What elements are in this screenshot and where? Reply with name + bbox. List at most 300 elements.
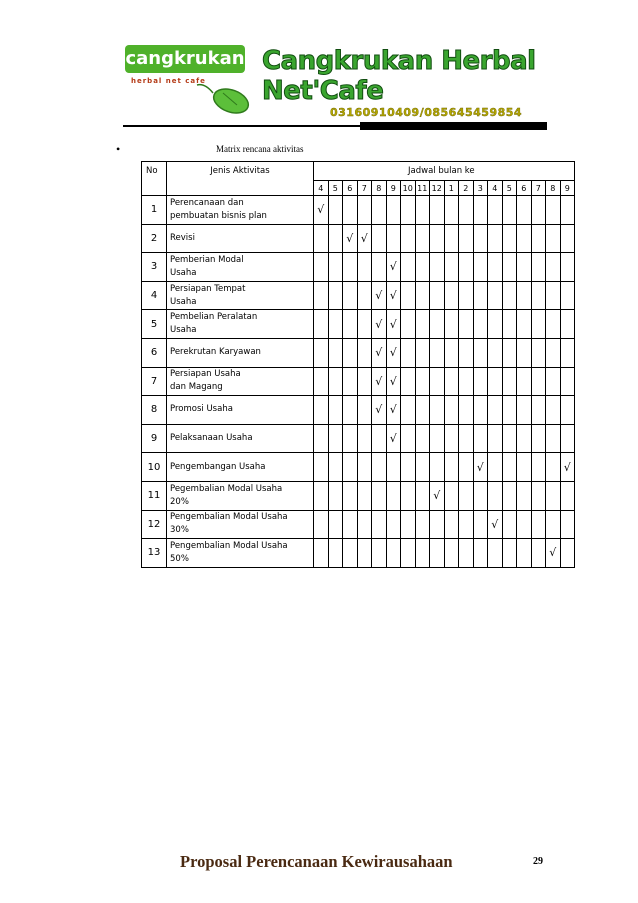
schedule-cell bbox=[502, 253, 517, 282]
schedule-cell bbox=[401, 396, 416, 425]
schedule-cell bbox=[517, 338, 532, 367]
schedule-cell bbox=[415, 224, 430, 253]
schedule-cell bbox=[372, 196, 387, 225]
schedule-cell bbox=[357, 539, 372, 568]
schedule-cell bbox=[488, 281, 503, 310]
row-number: 11 bbox=[142, 481, 167, 510]
activity-label-line: Pembelian Peralatan bbox=[170, 312, 258, 323]
schedule-cell bbox=[502, 481, 517, 510]
activity-label-line: Perekrutan Karyawan bbox=[170, 347, 261, 358]
schedule-cell bbox=[459, 424, 474, 453]
schedule-cell bbox=[401, 424, 416, 453]
schedule-cell bbox=[444, 367, 459, 396]
schedule-cell bbox=[546, 453, 561, 482]
schedule-cell bbox=[357, 253, 372, 282]
row-number: 5 bbox=[142, 310, 167, 339]
schedule-cell bbox=[517, 281, 532, 310]
check-mark: √ bbox=[386, 253, 401, 282]
check-mark: √ bbox=[473, 453, 488, 482]
schedule-cell bbox=[502, 510, 517, 539]
activity-cell bbox=[167, 453, 314, 482]
schedule-cell bbox=[415, 367, 430, 396]
schedule-cell bbox=[357, 338, 372, 367]
schedule-cell bbox=[473, 338, 488, 367]
activity-label-line: pembuatan bisnis plan bbox=[170, 210, 267, 221]
schedule-cell bbox=[372, 424, 387, 453]
schedule-cell bbox=[372, 453, 387, 482]
check-mark: √ bbox=[560, 453, 575, 482]
schedule-cell bbox=[430, 310, 445, 339]
table-row bbox=[142, 224, 575, 253]
schedule-cell bbox=[546, 281, 561, 310]
schedule-cell bbox=[444, 310, 459, 339]
check-mark: √ bbox=[314, 196, 329, 225]
activity-cell bbox=[167, 196, 314, 225]
activity-cell bbox=[167, 281, 314, 310]
activity-cell bbox=[167, 539, 314, 568]
page-header bbox=[0, 0, 638, 140]
schedule-cell bbox=[328, 453, 343, 482]
schedule-cell bbox=[560, 481, 575, 510]
schedule-cell bbox=[314, 453, 329, 482]
schedule-cell bbox=[531, 396, 546, 425]
schedule-cell bbox=[328, 281, 343, 310]
schedule-cell bbox=[473, 539, 488, 568]
schedule-cell bbox=[546, 224, 561, 253]
row-number: 3 bbox=[142, 253, 167, 282]
schedule-cell bbox=[314, 224, 329, 253]
cafe-logo bbox=[125, 45, 255, 113]
activity-cell bbox=[167, 510, 314, 539]
schedule-cell bbox=[531, 510, 546, 539]
schedule-cell bbox=[401, 196, 416, 225]
schedule-cell bbox=[357, 281, 372, 310]
schedule-cell bbox=[531, 481, 546, 510]
schedule-cell bbox=[386, 539, 401, 568]
check-mark: √ bbox=[372, 338, 387, 367]
footer-title: Proposal Perencanaan Kewirausahaan bbox=[180, 852, 453, 871]
phone-number: 03160910409/085645459854 bbox=[330, 106, 523, 119]
schedule-cell bbox=[517, 539, 532, 568]
schedule-cell bbox=[430, 253, 445, 282]
activity-label-line: 50% bbox=[170, 553, 189, 564]
row-number: 8 bbox=[142, 396, 167, 425]
schedule-cell bbox=[488, 310, 503, 339]
schedule-cell bbox=[314, 281, 329, 310]
schedule-cell bbox=[401, 481, 416, 510]
month-header: 6 bbox=[343, 181, 358, 196]
schedule-cell bbox=[415, 453, 430, 482]
schedule-cell bbox=[517, 453, 532, 482]
table-row bbox=[142, 510, 575, 539]
schedule-cell bbox=[473, 196, 488, 225]
activity-cell bbox=[167, 310, 314, 339]
schedule-cell bbox=[328, 367, 343, 396]
schedule-cell bbox=[386, 481, 401, 510]
activity-table bbox=[141, 161, 575, 568]
month-header: 9 bbox=[386, 181, 401, 196]
month-header: 9 bbox=[560, 181, 575, 196]
schedule-cell bbox=[560, 196, 575, 225]
schedule-cell bbox=[546, 367, 561, 396]
row-number: 6 bbox=[142, 338, 167, 367]
activity-label-line: Promosi Usaha bbox=[170, 404, 233, 415]
activity-label-line: Usaha bbox=[170, 325, 197, 336]
schedule-cell bbox=[473, 367, 488, 396]
logo-wordmark: cangkrukan bbox=[125, 45, 245, 73]
schedule-cell bbox=[386, 196, 401, 225]
month-header: 4 bbox=[314, 181, 329, 196]
schedule-cell bbox=[343, 253, 358, 282]
check-mark: √ bbox=[372, 310, 387, 339]
month-header: 7 bbox=[357, 181, 372, 196]
schedule-cell bbox=[531, 281, 546, 310]
schedule-cell bbox=[560, 281, 575, 310]
schedule-cell bbox=[546, 338, 561, 367]
schedule-cell bbox=[430, 539, 445, 568]
table-row bbox=[142, 396, 575, 425]
schedule-cell bbox=[488, 424, 503, 453]
schedule-cell bbox=[415, 338, 430, 367]
schedule-cell bbox=[517, 367, 532, 396]
activity-label-line: Persiapan Usaha bbox=[170, 369, 241, 380]
schedule-cell bbox=[531, 424, 546, 453]
schedule-cell bbox=[444, 196, 459, 225]
schedule-cell bbox=[415, 424, 430, 453]
schedule-cell bbox=[430, 510, 445, 539]
activity-label-line: Pegembalian Modal Usaha bbox=[170, 483, 283, 494]
check-mark: √ bbox=[372, 367, 387, 396]
schedule-cell bbox=[314, 253, 329, 282]
schedule-cell bbox=[372, 481, 387, 510]
table-row bbox=[142, 539, 575, 568]
month-header: 8 bbox=[372, 181, 387, 196]
activity-label-line: Persiapan Tempat bbox=[170, 283, 246, 294]
schedule-cell bbox=[357, 453, 372, 482]
schedule-cell bbox=[357, 481, 372, 510]
schedule-cell bbox=[546, 481, 561, 510]
month-header: 5 bbox=[502, 181, 517, 196]
schedule-cell bbox=[502, 396, 517, 425]
schedule-cell bbox=[560, 424, 575, 453]
schedule-cell bbox=[502, 196, 517, 225]
schedule-cell bbox=[343, 453, 358, 482]
schedule-cell bbox=[314, 510, 329, 539]
month-header: 1 bbox=[444, 181, 459, 196]
schedule-cell bbox=[401, 539, 416, 568]
schedule-cell bbox=[401, 281, 416, 310]
activity-label-line: dan Magang bbox=[170, 382, 223, 393]
header-jadwal: Jadwal bulan ke bbox=[314, 162, 575, 181]
table-row bbox=[142, 253, 575, 282]
check-mark: √ bbox=[546, 539, 561, 568]
row-number: 13 bbox=[142, 539, 167, 568]
schedule-cell bbox=[357, 510, 372, 539]
schedule-cell bbox=[444, 510, 459, 539]
schedule-cell bbox=[502, 224, 517, 253]
activity-cell bbox=[167, 481, 314, 510]
schedule-cell bbox=[314, 481, 329, 510]
schedule-cell bbox=[430, 424, 445, 453]
activity-cell bbox=[167, 338, 314, 367]
schedule-cell bbox=[531, 310, 546, 339]
month-header: 6 bbox=[517, 181, 532, 196]
schedule-cell bbox=[415, 310, 430, 339]
schedule-cell bbox=[473, 253, 488, 282]
month-header: 7 bbox=[531, 181, 546, 196]
table-row bbox=[142, 424, 575, 453]
activity-cell bbox=[167, 224, 314, 253]
header-jenis-aktivitas: Jenis Aktivitas bbox=[167, 162, 314, 196]
activity-cell bbox=[167, 253, 314, 282]
mouse-icon bbox=[193, 75, 253, 115]
activity-label-line: Pengembangan Usaha bbox=[170, 461, 266, 472]
schedule-cell bbox=[488, 396, 503, 425]
schedule-cell bbox=[546, 253, 561, 282]
schedule-cell bbox=[517, 224, 532, 253]
schedule-cell bbox=[372, 539, 387, 568]
schedule-cell bbox=[488, 481, 503, 510]
activity-label-line: Usaha bbox=[170, 267, 197, 278]
schedule-cell bbox=[531, 539, 546, 568]
schedule-cell bbox=[328, 424, 343, 453]
schedule-cell bbox=[473, 424, 488, 453]
check-mark: √ bbox=[488, 510, 503, 539]
schedule-cell bbox=[444, 396, 459, 425]
row-number: 12 bbox=[142, 510, 167, 539]
schedule-cell bbox=[488, 224, 503, 253]
check-mark: √ bbox=[430, 481, 445, 510]
table-row bbox=[142, 196, 575, 225]
schedule-cell bbox=[473, 224, 488, 253]
schedule-cell bbox=[314, 539, 329, 568]
matrix-caption: Matrix rencana aktivitas bbox=[216, 144, 304, 154]
check-mark: √ bbox=[343, 224, 358, 253]
activity-label-line: Perencanaan dan bbox=[170, 197, 244, 208]
schedule-cell bbox=[560, 367, 575, 396]
schedule-cell bbox=[357, 396, 372, 425]
schedule-cell bbox=[459, 281, 474, 310]
schedule-cell bbox=[517, 481, 532, 510]
schedule-cell bbox=[444, 481, 459, 510]
schedule-cell bbox=[473, 281, 488, 310]
schedule-cell bbox=[386, 453, 401, 482]
schedule-cell bbox=[473, 510, 488, 539]
schedule-cell bbox=[560, 396, 575, 425]
schedule-cell bbox=[343, 338, 358, 367]
check-mark: √ bbox=[386, 367, 401, 396]
schedule-cell bbox=[444, 453, 459, 482]
schedule-cell bbox=[531, 338, 546, 367]
schedule-cell bbox=[517, 196, 532, 225]
activity-label-line: Pemberian Modal bbox=[170, 254, 244, 265]
schedule-cell bbox=[314, 310, 329, 339]
schedule-cell bbox=[473, 396, 488, 425]
schedule-cell bbox=[343, 196, 358, 225]
schedule-cell bbox=[560, 224, 575, 253]
table-row bbox=[142, 281, 575, 310]
schedule-cell bbox=[357, 310, 372, 339]
activity-label-line: Pelaksanaan Usaha bbox=[170, 433, 253, 444]
schedule-cell bbox=[343, 424, 358, 453]
schedule-cell bbox=[459, 310, 474, 339]
schedule-cell bbox=[531, 224, 546, 253]
schedule-cell bbox=[459, 224, 474, 253]
activity-matrix bbox=[141, 161, 575, 568]
schedule-cell bbox=[415, 281, 430, 310]
schedule-cell bbox=[473, 310, 488, 339]
schedule-cell bbox=[488, 539, 503, 568]
check-mark: √ bbox=[357, 224, 372, 253]
activity-label-line: Usaha bbox=[170, 296, 197, 307]
schedule-cell bbox=[430, 338, 445, 367]
schedule-cell bbox=[343, 281, 358, 310]
schedule-cell bbox=[401, 253, 416, 282]
schedule-cell bbox=[328, 224, 343, 253]
schedule-cell bbox=[415, 539, 430, 568]
schedule-cell bbox=[328, 310, 343, 339]
schedule-cell bbox=[314, 338, 329, 367]
header-rule-thick bbox=[360, 122, 547, 130]
schedule-cell bbox=[415, 396, 430, 425]
schedule-cell bbox=[415, 510, 430, 539]
schedule-cell bbox=[430, 367, 445, 396]
schedule-cell bbox=[430, 224, 445, 253]
schedule-cell bbox=[444, 424, 459, 453]
row-number: 7 bbox=[142, 367, 167, 396]
table-row bbox=[142, 453, 575, 482]
table-row bbox=[142, 338, 575, 367]
schedule-cell bbox=[328, 481, 343, 510]
schedule-cell bbox=[531, 196, 546, 225]
activity-label-line: Pengembalian Modal Usaha bbox=[170, 512, 288, 523]
table-body bbox=[142, 196, 575, 568]
schedule-cell bbox=[357, 196, 372, 225]
table-row bbox=[142, 481, 575, 510]
schedule-cell bbox=[372, 224, 387, 253]
schedule-cell bbox=[459, 338, 474, 367]
schedule-cell bbox=[531, 453, 546, 482]
schedule-cell bbox=[546, 196, 561, 225]
activity-cell bbox=[167, 367, 314, 396]
schedule-cell bbox=[401, 510, 416, 539]
schedule-cell bbox=[488, 196, 503, 225]
schedule-cell bbox=[444, 281, 459, 310]
schedule-cell bbox=[430, 453, 445, 482]
schedule-cell bbox=[502, 338, 517, 367]
schedule-cell bbox=[328, 196, 343, 225]
activity-label-line: 30% bbox=[170, 525, 189, 536]
month-header: 11 bbox=[415, 181, 430, 196]
schedule-cell bbox=[444, 539, 459, 568]
schedule-cell bbox=[502, 539, 517, 568]
schedule-cell bbox=[357, 367, 372, 396]
schedule-cell bbox=[517, 510, 532, 539]
schedule-cell bbox=[517, 424, 532, 453]
schedule-cell bbox=[459, 367, 474, 396]
schedule-cell bbox=[328, 253, 343, 282]
month-header: 5 bbox=[328, 181, 343, 196]
schedule-cell bbox=[401, 453, 416, 482]
schedule-cell bbox=[459, 196, 474, 225]
row-number: 10 bbox=[142, 453, 167, 482]
schedule-cell bbox=[502, 453, 517, 482]
schedule-cell bbox=[314, 396, 329, 425]
schedule-cell bbox=[401, 367, 416, 396]
schedule-cell bbox=[372, 253, 387, 282]
schedule-cell bbox=[328, 539, 343, 568]
schedule-cell bbox=[473, 481, 488, 510]
schedule-cell bbox=[430, 396, 445, 425]
schedule-cell bbox=[459, 510, 474, 539]
schedule-cell bbox=[314, 367, 329, 396]
schedule-cell bbox=[560, 510, 575, 539]
schedule-cell bbox=[343, 396, 358, 425]
schedule-cell bbox=[517, 310, 532, 339]
brand-title: Cangkrukan Herbal Net'Cafe bbox=[262, 46, 536, 106]
schedule-cell bbox=[328, 396, 343, 425]
check-mark: √ bbox=[386, 396, 401, 425]
schedule-cell bbox=[415, 253, 430, 282]
schedule-cell bbox=[502, 310, 517, 339]
schedule-cell bbox=[459, 481, 474, 510]
schedule-cell bbox=[415, 481, 430, 510]
month-header: 2 bbox=[459, 181, 474, 196]
schedule-cell bbox=[415, 196, 430, 225]
schedule-cell bbox=[488, 338, 503, 367]
schedule-cell bbox=[401, 310, 416, 339]
schedule-cell bbox=[343, 481, 358, 510]
schedule-cell bbox=[430, 196, 445, 225]
schedule-cell bbox=[314, 424, 329, 453]
month-header: 8 bbox=[546, 181, 561, 196]
check-mark: √ bbox=[372, 396, 387, 425]
activity-label-line: 20% bbox=[170, 496, 189, 507]
schedule-cell bbox=[488, 253, 503, 282]
schedule-cell bbox=[343, 310, 358, 339]
check-mark: √ bbox=[372, 281, 387, 310]
month-header: 4 bbox=[488, 181, 503, 196]
activity-cell bbox=[167, 396, 314, 425]
check-mark: √ bbox=[386, 310, 401, 339]
month-header: 3 bbox=[473, 181, 488, 196]
schedule-cell bbox=[517, 396, 532, 425]
table-row bbox=[142, 367, 575, 396]
activity-cell bbox=[167, 424, 314, 453]
schedule-cell bbox=[546, 396, 561, 425]
schedule-cell bbox=[560, 310, 575, 339]
schedule-cell bbox=[401, 224, 416, 253]
check-mark: √ bbox=[386, 338, 401, 367]
logo-subtext: herbal net cafe bbox=[131, 77, 206, 85]
schedule-cell bbox=[459, 253, 474, 282]
schedule-cell bbox=[430, 281, 445, 310]
schedule-cell bbox=[560, 338, 575, 367]
schedule-cell bbox=[502, 424, 517, 453]
schedule-cell bbox=[502, 367, 517, 396]
schedule-cell bbox=[459, 539, 474, 568]
schedule-cell bbox=[560, 539, 575, 568]
check-mark: √ bbox=[386, 424, 401, 453]
schedule-cell bbox=[444, 224, 459, 253]
schedule-cell bbox=[343, 367, 358, 396]
table-row bbox=[142, 310, 575, 339]
schedule-cell bbox=[560, 253, 575, 282]
schedule-cell bbox=[459, 453, 474, 482]
schedule-cell bbox=[459, 396, 474, 425]
schedule-cell bbox=[488, 367, 503, 396]
month-header: 12 bbox=[430, 181, 445, 196]
